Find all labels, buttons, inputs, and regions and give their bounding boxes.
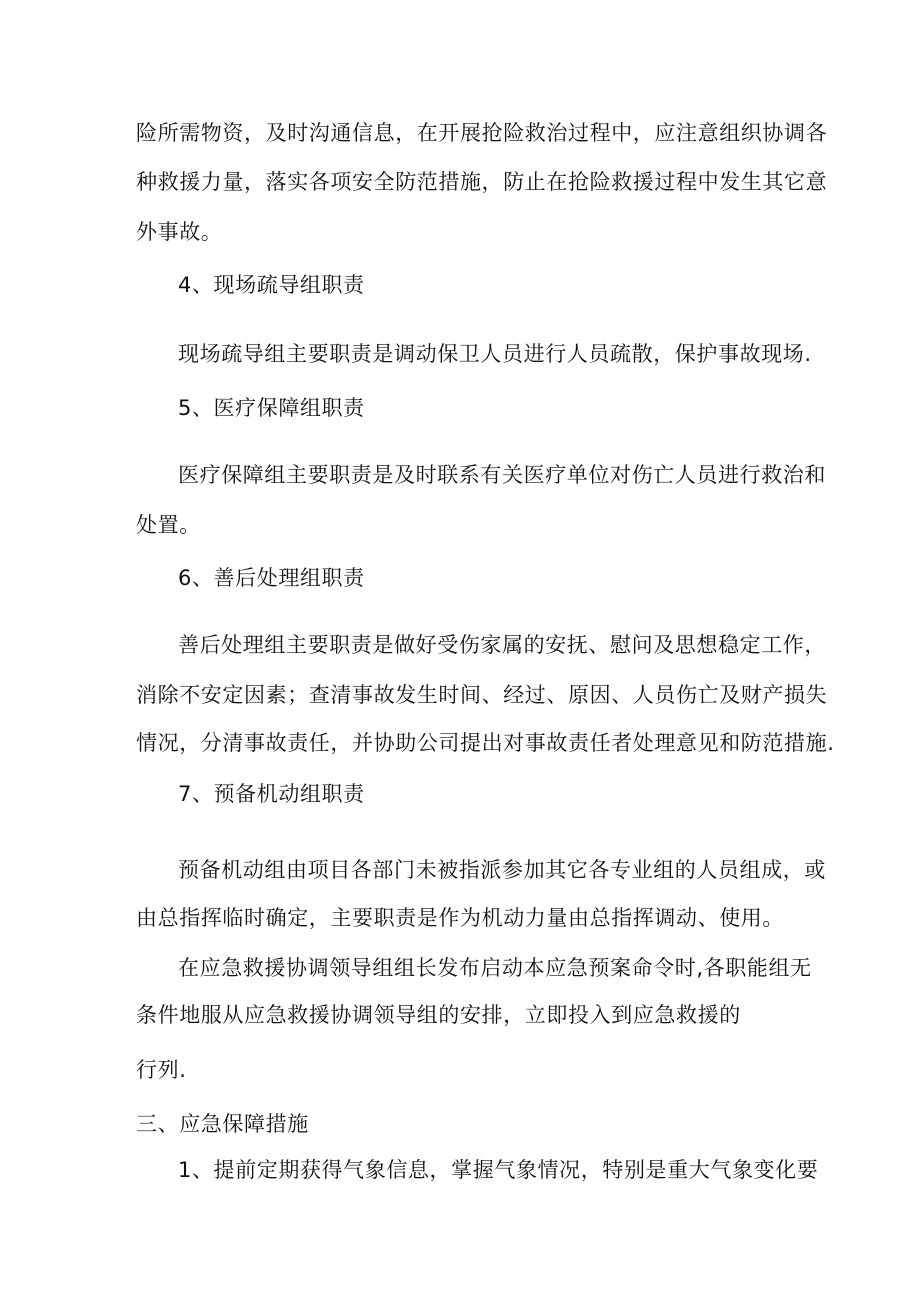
section-heading: 4、现场疏导组职责: [178, 273, 365, 297]
text-line: 医疗保障组主要职责是及时联系有关医疗单位对伤亡人员进行救治和: [178, 463, 826, 487]
section-heading: 三、应急保障措施: [136, 1112, 309, 1136]
text-line: 险所需物资，及时沟通信息，在开展抢险救治过程中，应注意组织协调各: [136, 121, 828, 145]
text-line: 在应急救援协调领导组组长发布启动本应急预案命令时,各职能组无: [178, 956, 812, 980]
text-line: 1、提前定期获得气象信息，掌握气象情况，特别是重大气象变化要: [178, 1158, 819, 1182]
text-line: 消除不安定因素；查清事故发生时间、经过、原因、人员伤亡及财产损失: [136, 683, 828, 707]
section-heading: 5、医疗保障组职责: [178, 396, 365, 420]
section-heading: 6、善后处理组职责: [178, 566, 365, 590]
text-line: 种救援力量，落实各项安全防范措施，防止在抢险救援过程中发生其它意: [136, 170, 828, 194]
section-heading: 7、预备机动组职责: [178, 782, 365, 806]
text-line: 善后处理组主要职责是做好受伤家属的安抚、慰问及思想稳定工作，: [178, 633, 826, 657]
text-line: 情况，分清事故责任，并协助公司提出对事故责任者处理意见和防范措施.: [136, 731, 835, 755]
text-line: 条件地服从应急救援协调领导组的安排，立即投入到应急救援的: [136, 1003, 741, 1027]
text-line: 现场疏导组主要职责是调动保卫人员进行人员疏散，保护事故现场.: [178, 342, 812, 366]
text-line: 处置。: [136, 513, 201, 537]
text-line: 行列.: [136, 1058, 187, 1082]
text-line: 预备机动组由项目各部门未被指派参加其它各专业组的人员组成，或: [178, 858, 826, 882]
text-line: 外事故。: [136, 220, 223, 244]
text-line: 由总指挥临时确定，主要职责是作为机动力量由总指挥调动、使用。: [136, 906, 784, 930]
